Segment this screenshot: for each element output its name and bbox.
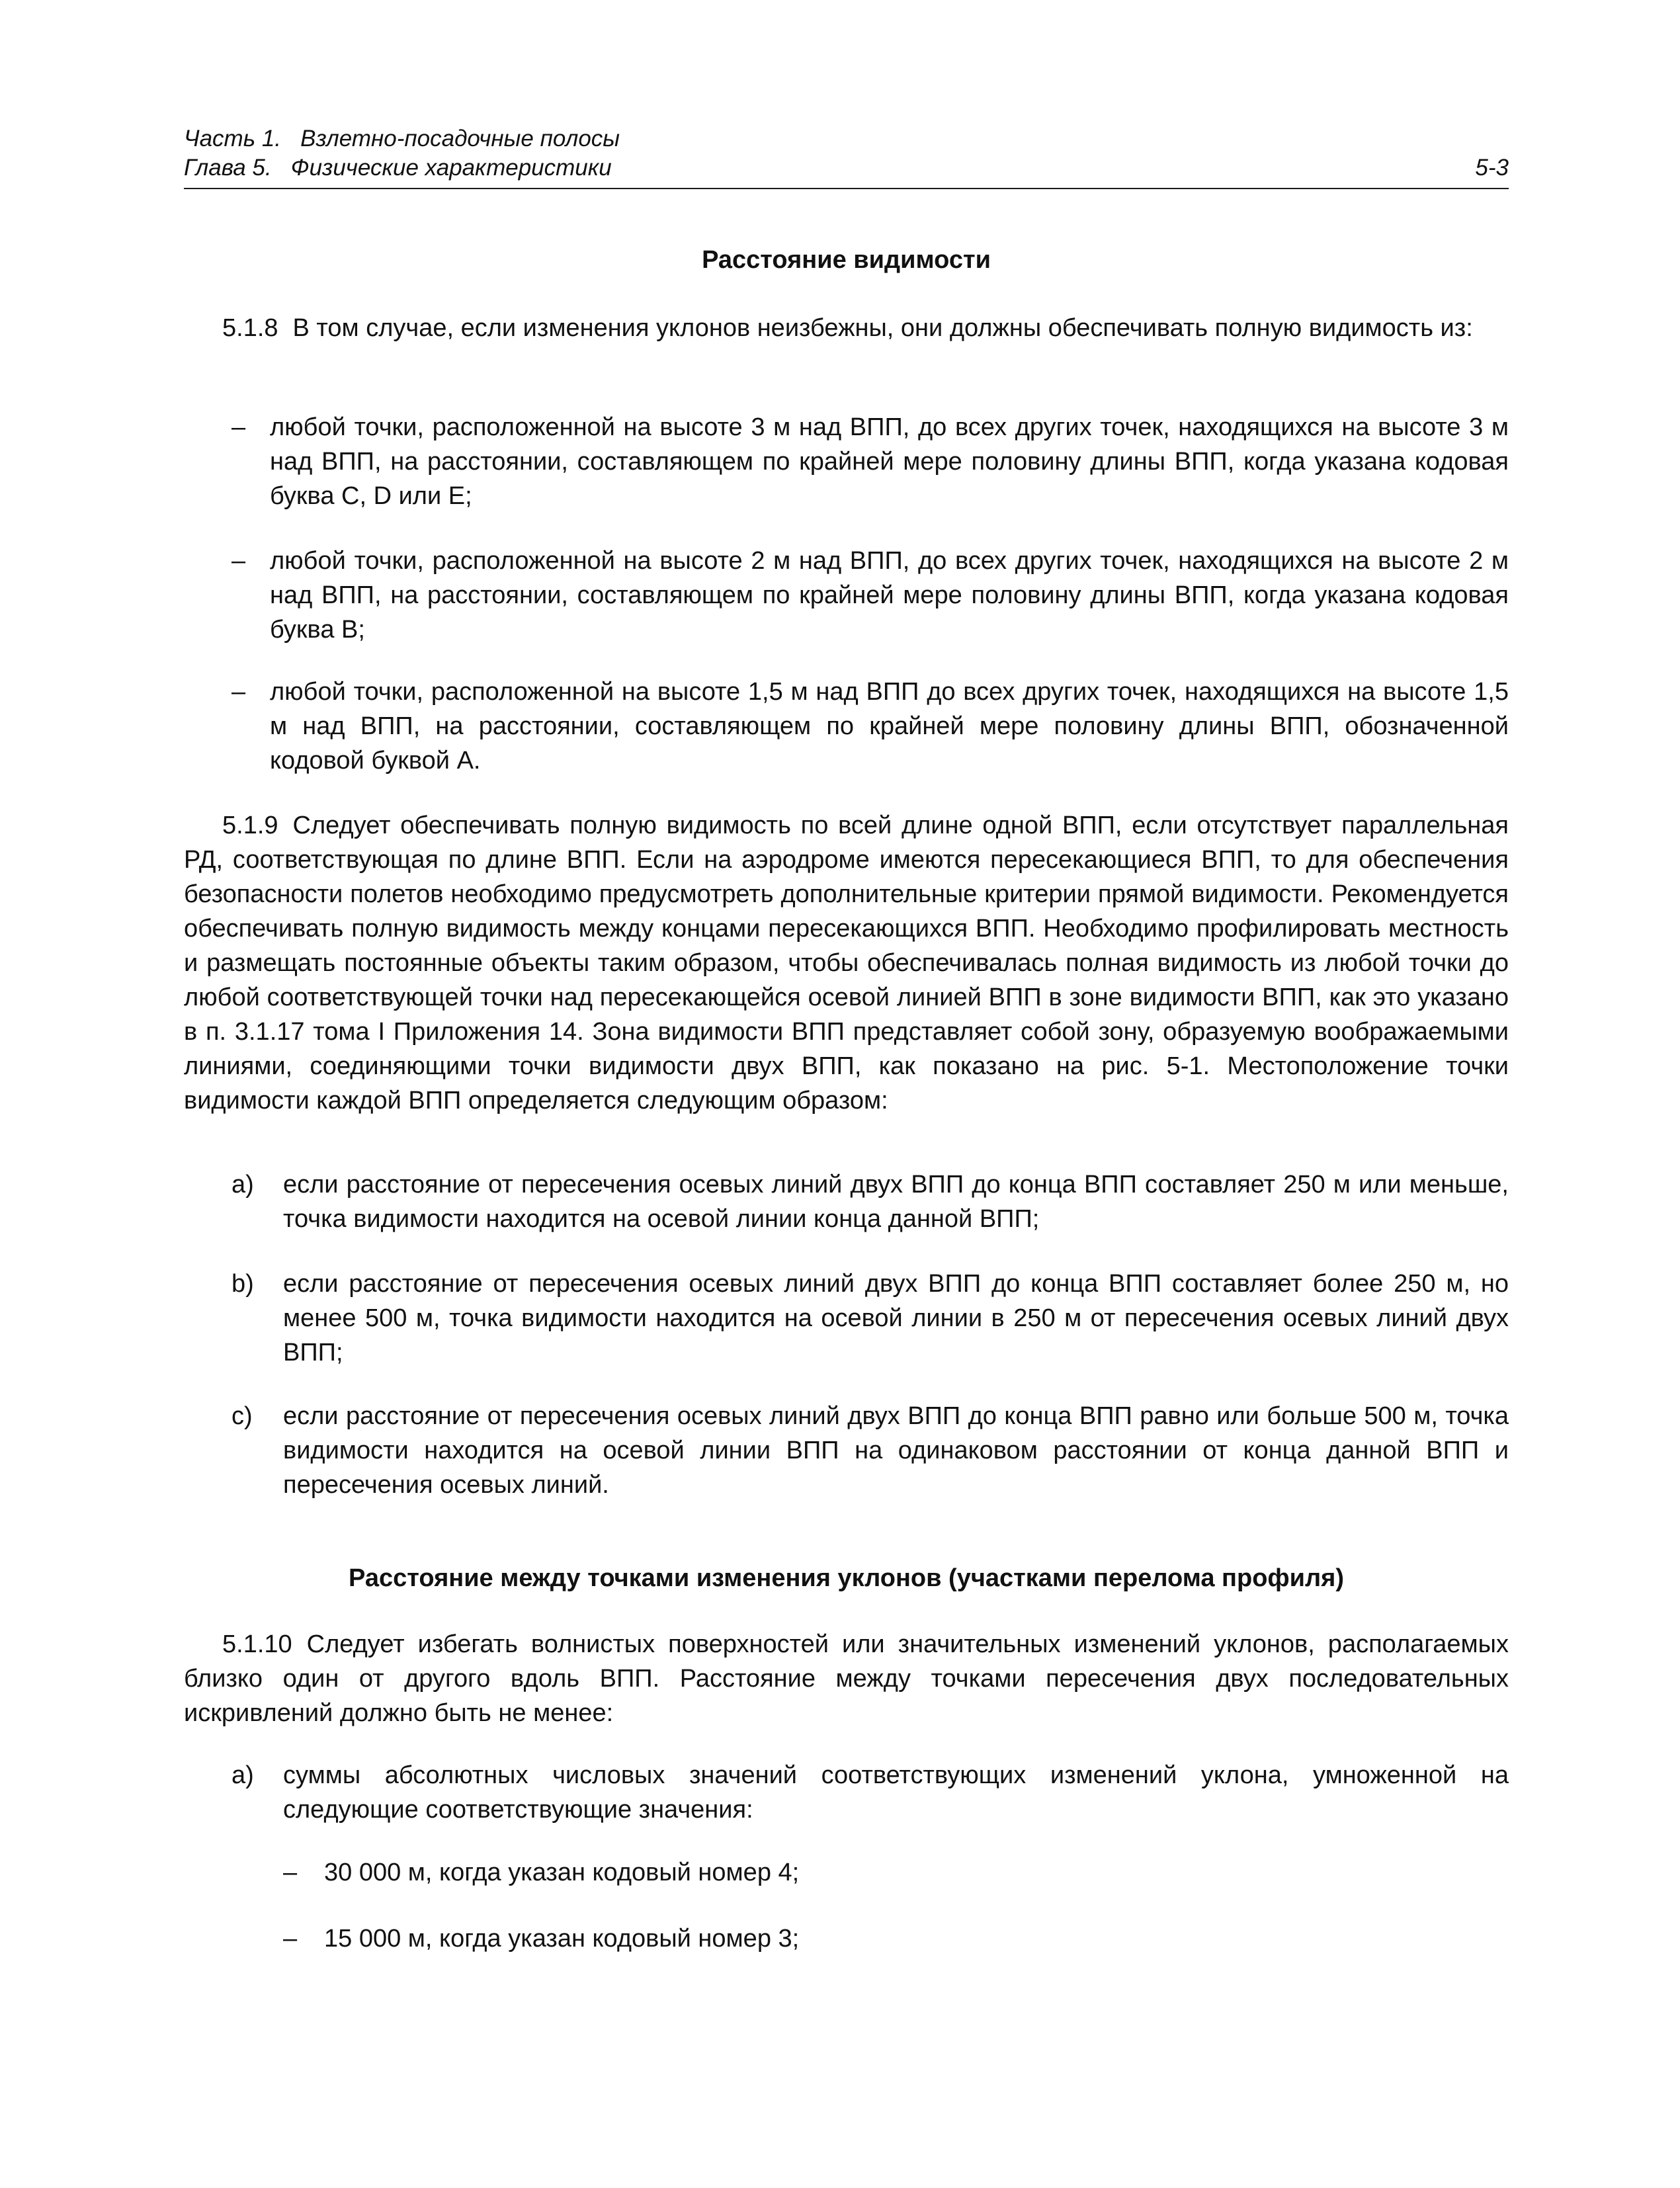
- list-item: [231, 1267, 1509, 1370]
- list-item: [231, 1167, 1509, 1236]
- sub-list-item: [283, 1855, 1509, 1890]
- letter-marker: a): [231, 1761, 254, 1789]
- list-item-text: если расстояние от пересечения осевых линий двух ВПП до конца ВПП составляет более 250 м, но менее 500 м, точка видимости находится на осевой линии в 250 м от пересечения осевых линий двух ВПП;: [283, 1270, 1509, 1367]
- paragraph-number: 5.1.8: [222, 314, 278, 342]
- list-item: [231, 675, 1509, 778]
- paragraph-5-1-9: [184, 808, 1509, 1118]
- header-chapter-line: Глава 5. Физические характеристики: [184, 155, 612, 181]
- list-item: [231, 544, 1509, 647]
- list-item: [231, 410, 1509, 513]
- list-item-text: если расстояние от пересечения осевых линий двух ВПП до конца ВПП равно или больше 500 м, точка видимости находится на осевой линии ВПП на одинаковом расстоянии от конца данной ВПП и пересечения осевых линий.: [283, 1402, 1509, 1499]
- list-item-text: если расстояние от пересечения осевых линий двух ВПП до конца ВПП составляет 250 м или меньше, точка видимости находится на осевой линии конца данной ВПП;: [283, 1171, 1509, 1233]
- letter-marker: a): [231, 1171, 254, 1199]
- page-number: 5-3: [1475, 155, 1509, 181]
- list-item-text: любой точки, расположенной на высоте 1,5 м над ВПП до всех других точек, находящихся на высоте 1,5 м над ВПП, на расстоянии, составляющем по крайней мере половину длины ВПП, обозначенной кодовой буквой A.: [270, 678, 1509, 775]
- paragraph-number: 5.1.10: [222, 1630, 292, 1658]
- paragraph-5-1-8: [184, 311, 1509, 345]
- dash-marker: –: [283, 1859, 298, 1886]
- paragraph-text: Следует обеспечивать полную видимость по всей длине одной ВПП, если отсутствует параллельная РД, соответствующая по длине ВПП. Если на аэродроме имеются пересекающиеся ВПП, то для обеспечения безопасности полетов необходимо предусмотреть дополнительные критерии прямой видимости. Рекомендуется обеспечивать полную видимость между концами пересекающихся ВПП. Необходимо профилировать местность и размещать постоянные объекты таким образом, чтобы обеспечивалась полная видимость из любой точки до любой соответствующей точки над пересекающейся осевой линией ВПП в зоне видимости ВПП, как это указано в п. 3.1.17 тома I Приложения 14. Зона видимости ВПП представляет собой зону, образуемую воображаемыми линиями, соединяющими точки видимости двух ВПП, как показано на рис. 5-1. Местоположение точки видимости каждой ВПП определяется следующим образом:: [184, 812, 1509, 1115]
- paragraph-number: 5.1.9: [222, 812, 278, 839]
- dash-marker: –: [231, 413, 246, 441]
- letter-marker: b): [231, 1270, 254, 1298]
- dash-marker: –: [231, 678, 246, 706]
- running-header: [184, 124, 1509, 189]
- sub-list-item-text: 30 000 м, когда указан кодовый номер 4;: [324, 1859, 800, 1886]
- paragraph-text: Следует избегать волнистых поверхностей или значительных изменений уклонов, располагаемых близко один от другого вдоль ВПП. Расстояние между точками пересечения двух последовательных искривлений должно быть не менее:: [184, 1630, 1509, 1727]
- sub-list-item: [283, 1921, 1509, 1956]
- list-item-text: любой точки, расположенной на высоте 3 м над ВПП, до всех других точек, находящихся на высоте 3 м над ВПП, на расстоянии, составляющем по крайней мере половину длины ВПП, когда указана кодовая буква C, D или E;: [270, 413, 1509, 510]
- section-heading-visibility: Расстояние видимости: [702, 246, 991, 274]
- dash-marker: –: [283, 1925, 298, 1953]
- section-heading-slope-changes: Расстояние между точками изменения уклонов (участками перелома профиля): [349, 1564, 1344, 1592]
- list-item-text: суммы абсолютных числовых значений соответствующих изменений уклона, умноженной на следующие соответствующие значения:: [283, 1761, 1509, 1824]
- paragraph-text: В том случае, если изменения уклонов неизбежны, они должны обеспечивать полную видимость из:: [292, 314, 1473, 342]
- letter-marker: c): [231, 1402, 253, 1430]
- list-item: [231, 1399, 1509, 1502]
- sub-list-item-text: 15 000 м, когда указан кодовый номер 3;: [324, 1925, 800, 1953]
- dash-marker: –: [231, 547, 246, 575]
- list-item-text: любой точки, расположенной на высоте 2 м над ВПП, до всех других точек, находящихся на высоте 2 м над ВПП, на расстоянии, составляющем по крайней мере половину длины ВПП, когда указана кодовая буква B;: [270, 547, 1509, 644]
- list-item: [231, 1758, 1509, 1827]
- paragraph-5-1-10: [184, 1627, 1509, 1730]
- header-part-line: Часть 1. Взлетно-посадочные полосы: [184, 126, 620, 151]
